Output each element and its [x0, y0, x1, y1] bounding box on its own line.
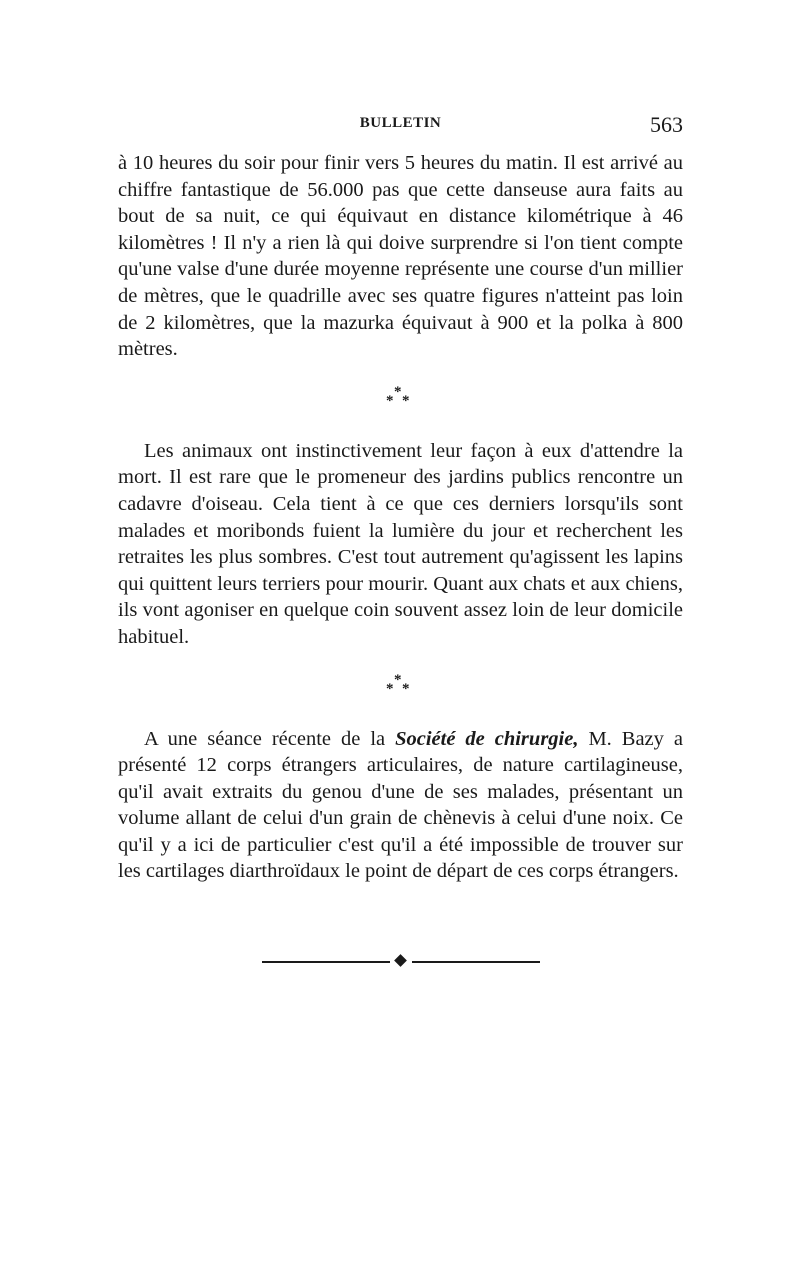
- asterism-star: *: [394, 671, 402, 688]
- paragraph-text-before: A une séance récente de la: [144, 727, 396, 750]
- society-name-emphasis: Société de chirurgie,: [395, 727, 579, 750]
- body-text: [118, 150, 683, 885]
- asterism-star: *: [402, 392, 410, 409]
- paragraph-surgery-society: [118, 726, 683, 886]
- section-separator-asterism: [118, 363, 683, 438]
- ornament-rule-right: [412, 961, 540, 963]
- section-separator-asterism: [118, 651, 683, 726]
- asterism-star: *: [386, 680, 394, 697]
- asterism-star: *: [394, 383, 402, 400]
- asterism-star: *: [386, 392, 394, 409]
- paragraph-animals-death: Les animaux ont instinctivement leur façon à eux d'attendre la mort. Il est rare que le promeneur des jardins publics rencontre un cadavre d'oiseau. Cela tient à ce que ces derniers lorsqu'ils sont malades et moribonds fuient la lumière du jour et recherchent les retraites les plus sombres. C'est tout autrement qu'agissent les lapins qui quittent leurs terriers pour mourir. Quant aux chats et aux chiens, ils vont agoniser en quelque coin souvent assez loin de leur domicile habituel.: [118, 439, 683, 648]
- paragraph-dance-distance: à 10 heures du soir pour finir vers 5 heures du matin. Il est arrivé au chiffre fantastique de 56.000 pas que cette danseuse aura faits au bout de sa nuit, ce qui équivaut en distance kilométrique à 46 kilomètres ! Il n'y a rien là qui doive surprendre si l'on tient compte qu'une valse d'une durée moyenne représente une course d'un millier de mètres, que le quadrille avec ses quatre figures n'atteint pas loin de 2 kilomètres, que la mazurka équivaut à 900 et la polka à 800 mètres.: [118, 152, 683, 361]
- asterism-star: *: [402, 680, 410, 697]
- page-number: 563: [650, 112, 683, 137]
- end-ornament: [262, 955, 540, 969]
- running-title: BULLETIN: [359, 115, 442, 131]
- ornament-rule-left: [262, 961, 390, 963]
- paragraph-text-after: M. Bazy a présenté 12 corps étrangers articulaires, de nature cartilagineuse, qu'il avait extraits du genou d'une de ses malades, présentant un volume allant de celui d'un grain de chènevis à celui d'une noix. Ce qu'il y a ici de particulier c'est qu'il a été impossible de trouver sur les cartilages diarthroïdaux le point de départ de ces corps étrangers.: [118, 727, 683, 883]
- page-header: [118, 112, 683, 145]
- ornament-diamond-icon: [394, 954, 407, 967]
